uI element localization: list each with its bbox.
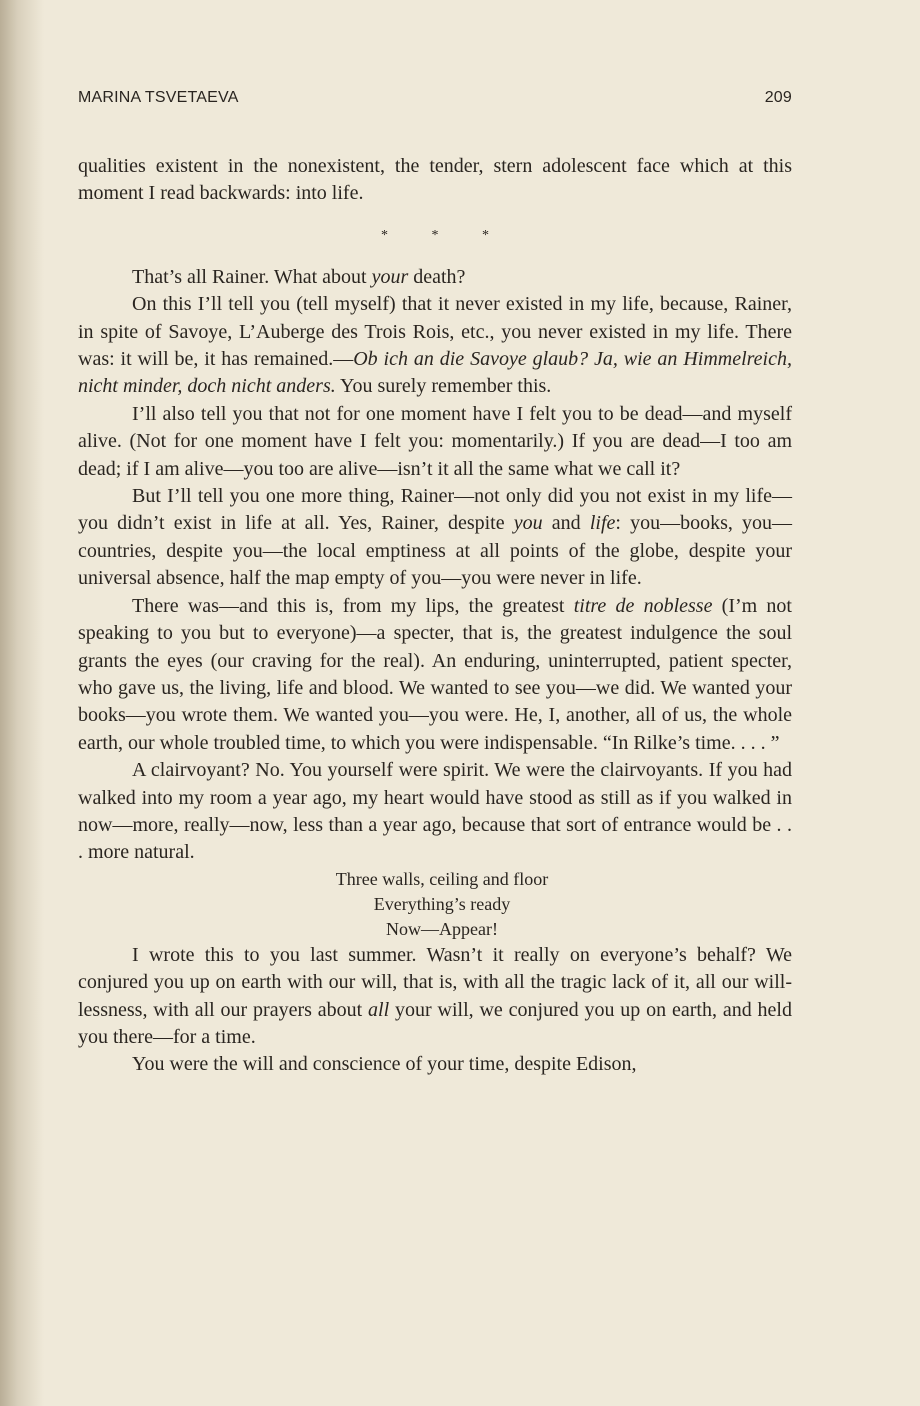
italic-text: your: [371, 265, 409, 288]
verse-line: Now—Appear!: [386, 918, 498, 939]
italic-text: all: [368, 998, 390, 1021]
italic-text: you: [513, 512, 543, 535]
paragraph: That’s all Rainer. What about your death?: [132, 265, 466, 288]
paragraph-continued: qualities existent in the nonexistent, the tender, stern adolescent face which at this moment I read backwards: into life.: [78, 155, 792, 205]
paragraph: A clairvoyant? No. You yourself were spirit. We were the clairvoyants. If you had walked into my room a year ago, my heart would have stood as still as if you walked in now—more, really—now, less than a year ago, because that sort of entrance would be . . . more natural.: [78, 759, 792, 864]
verse-line: Everything’s ready: [373, 893, 511, 914]
paragraph: There was—and this is, from my lips, the greatest titre de noblesse (I’m not speaking to you but to everyone)—a specter, that is, the greatest indulgence the soul grants the eyes (our craving for the real). An enduring, uninterrupted, patient specter, who gave us, the living, life and blood. We wanted to see you—we did. We wanted your books—you wrote them. We wanted you—you were. He, I, another, all of us, the whole earth, our whole troubled time, to which you were indispensable. “In Rilke’s time. . . . ”: [78, 594, 792, 754]
running-head-author: MARINA TSVETAEVA: [78, 89, 239, 106]
paragraph: But I’ll tell you one more thing, Rainer—not only did you not exist in my life—you didn’t exist in life at all. Yes, Rainer, despite you and life: you—books, you—countries, despite you—the local emptiness at all points of the globe, despite your universal absence, half the map empty of you—you were never in life.: [78, 485, 792, 590]
italic-text: life: [589, 512, 616, 535]
paragraph: I’ll also tell you that not for one moment have I felt you to be dead—and myself alive. (Not for one moment have I felt you: momentarily.) If you are dead—I too am dead; if I am alive—you too are alive—isn’t it all the same what we call it?: [78, 402, 792, 480]
verse-line: Three walls, ceiling and floor: [335, 868, 549, 889]
body-text: [78, 153, 792, 1079]
running-head: [78, 89, 792, 111]
italic-quote: Ob ich an die Savoye glaub? Ja, wie an Himmelreich, nicht minder, doch nicht anders.: [78, 348, 792, 398]
section-break: * * *: [381, 227, 509, 243]
page-number: 209: [764, 89, 792, 106]
paragraph: You were the will and conscience of your time, despite Edison,: [132, 1053, 637, 1076]
verse-quote: [78, 867, 792, 942]
italic-text: titre de noblesse: [573, 594, 713, 617]
paragraph: On this I’ll tell you (tell myself) that it never existed in my life, because, Rainer, in spite of Savoye, L’Auberge des Trois Rois, etc., you never existed in my life. There was: it will be, it has remained.—Ob ich an die Savoye glaub? Ja, wie an Himmelreich, nicht minder, doch nicht anders. You surely remember this.: [78, 293, 792, 398]
paragraph: I wrote this to you last summer. Wasn’t it really on everyone’s behalf? We conjured you up on earth with our will, that is, with all the tragic lack of it, all our will-lessness, with all our prayers about all your will, we conjured you up on earth, and held you there—for a time.: [78, 943, 792, 1048]
